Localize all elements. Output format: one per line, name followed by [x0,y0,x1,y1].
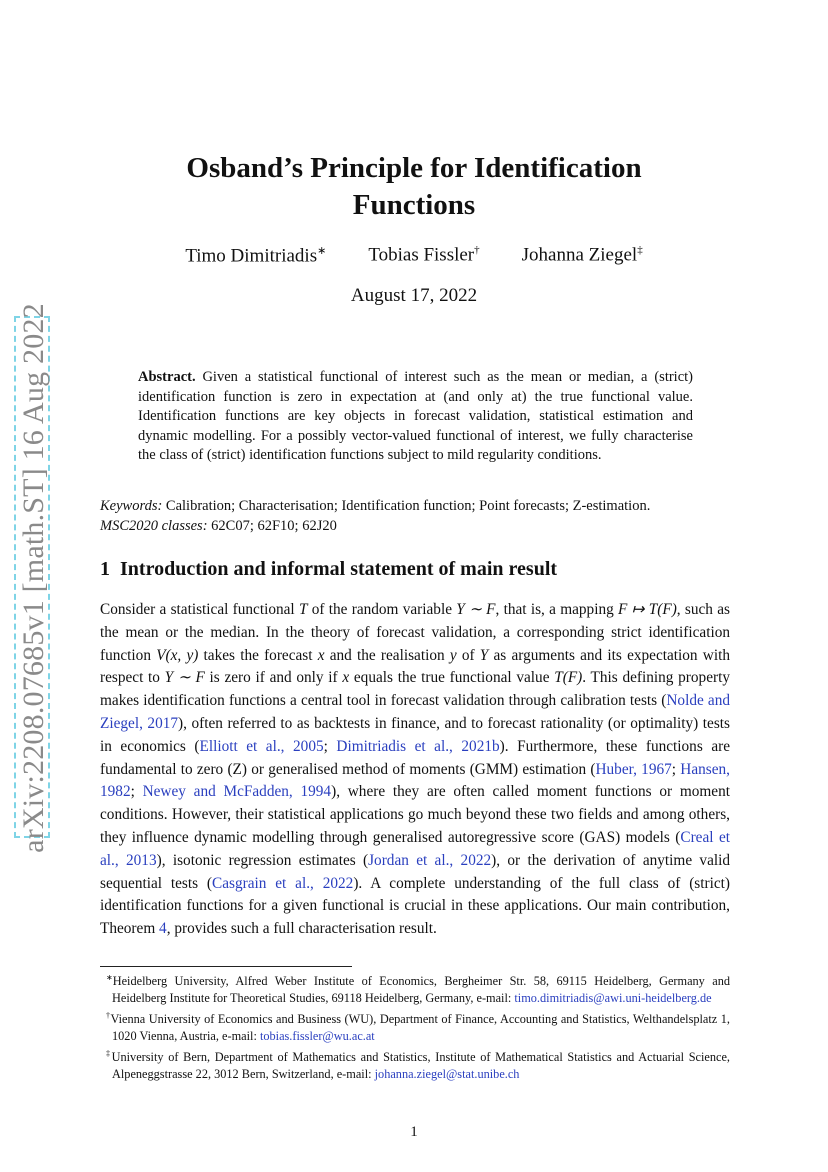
body-text-run: ). A complete understanding of the full class of (strict) identification functions for a given functional is crucial in these applications. Our main contribution, Theorem [100,874,730,938]
footnote [100,1008,730,1044]
math-inline: Y [479,646,489,664]
body-text-run: of the random variable [307,601,457,618]
author [185,244,326,267]
keywords-line [100,497,732,517]
author-name: Tobias Fissler [368,244,475,266]
citation-link[interactable]: Elliott et al., 2005 [199,737,324,755]
author-name: Timo Dimitriadis [185,245,318,267]
body-text-run: is zero if and only if [204,669,343,687]
footnote [100,1046,730,1082]
intro-paragraph [100,599,730,941]
paper-title [100,150,728,224]
body-text-run: ). Furthermore, these functions are fundamental to zero (Z) or generalised method of moments (GMM) estimation ( [100,737,730,778]
footnote-mark: ∗ [106,973,113,982]
section-heading [100,558,557,581]
author [368,244,479,267]
arxiv-stamp-text[interactable]: arXiv:2208.07685v1 [math.ST] 16 Aug 2022 [17,303,51,853]
keywords-block [100,497,732,536]
citation-link[interactable]: Jordan et al., 2022 [368,851,492,869]
abstract-label: Abstract. [138,369,196,385]
math-inline: Y ∼ F [164,669,205,687]
math-inline: y [449,646,457,664]
email-link[interactable]: tobias.fissler@wu.ac.at [259,1028,375,1043]
footnote [100,970,730,1006]
math-inline: x [317,646,325,664]
footnote-mark: † [106,1011,111,1021]
citation-link[interactable]: Huber, 1967 [595,760,672,778]
author-name: Johanna Ziegel [521,244,638,266]
keywords-text: Calibration; Characterisation; Identification function; Point forecasts; Z-estimation. [165,498,651,514]
citation-link[interactable]: Newey and McFadden, 1994 [142,783,332,801]
msc-line [100,517,732,537]
body-text-run: , that is, a mapping [495,601,619,618]
body-text-run: Consider a statistical functional [100,601,299,618]
keywords-label: Keywords: [100,498,163,514]
citation-link[interactable]: Nolde and Ziegel, 2017 [100,692,730,732]
citation-link[interactable]: Hansen, 1982 [100,760,730,801]
citation-link[interactable]: Casgrain et al., 2022 [212,874,354,892]
abstract [138,368,693,466]
math-inline: x [342,669,350,687]
title-line-2: Functions [352,189,476,221]
body-text-run: ; [323,737,337,755]
body-text-run: ; [130,783,143,801]
page-number: 1 [410,1124,418,1140]
math-inline: T [298,601,308,618]
body-text-run: , provides such a full characterisation result. [166,920,437,938]
footnotes [100,970,730,1084]
body-text-run: . This defining property makes identification functions a central tool in forecast validation through calibration tests ( [100,669,730,710]
title-line-1: Osband’s Principle for Identification [186,152,642,184]
body-text-run: of [456,646,480,664]
citation-link[interactable]: Creal et al., 2013 [100,828,730,869]
body-text-run: , such as the mean or the median. In the theory of forecast validation, a corresponding strict identification function [100,601,730,664]
body-text-run: and the realisation [324,646,450,664]
body-text-run: ), isotonic regression estimates ( [156,851,369,869]
footnote-text: Heidelberg University, Alfred Weber Institute of Economics, Bergheimer Str. 58, 69115 Heidelberg, Germany and Heidelberg Institute for Theoretical Studies, 69118 Heidelberg, Germany, e-mail: [112,974,730,1005]
body-text-run: ), or the derivation of anytime valid sequential tests ( [100,851,731,892]
author-footnote-mark[interactable]: ‡ [637,244,643,256]
body-text-run: as arguments and its expectation with respect to [100,646,730,687]
body-text-run: takes the forecast [198,646,318,664]
math-inline: V(x, y) [156,646,199,664]
body-text-run: ), where they are often called moment functions or moment conditions. However, their statistical applications go much beyond these two fields and among others, they influence dynamic modelling through generalised autoregressive score (GAS) models ( [100,783,730,846]
citation-link[interactable]: Dimitriadis et al., 2021b [336,737,500,755]
math-inline: T(F) [554,669,583,687]
arxiv-stamp[interactable] [14,303,54,853]
author [522,244,643,267]
msc-label: MSC2020 classes: [100,517,208,534]
email-link[interactable]: timo.dimitriadis@awi.uni-heidelberg.de [514,990,712,1005]
footnote-divider [100,966,352,967]
math-inline: Y ∼ F [456,601,496,618]
author-list [100,244,728,267]
section-number: 1 [100,558,110,580]
abstract-text: Given a statistical functional of interest such as the mean or median, a (strict) identification function is zero in expectation at (and only at) the true functional value. Identification functions are key objects in forecast validation, statistical estimation and dynamic modelling. For a possibly vector-valued functional of interest, we fully characterise the class of (strict) identification functions subject to mild regularity conditions. [138,369,694,463]
author-footnote-mark[interactable]: † [474,244,480,256]
body-text-run: ), often referred to as backtests in finance, and to forecast rationality (or optimality) tests in economics ( [100,714,730,755]
math-inline: F ↦ T(F) [618,601,677,618]
section-title: Introduction and informal statement of main result [120,558,558,580]
footnote-mark: ‡ [106,1049,112,1059]
paper-date: August 17, 2022 [350,285,478,306]
msc-text: 62C07; 62F10; 62J20 [211,517,337,534]
author-footnote-mark[interactable]: ∗ [317,245,327,257]
email-link[interactable]: johanna.ziegel@stat.unibe.ch [374,1066,520,1081]
footnote-text: Vienna University of Economics and Business (WU), Department of Finance, Accounting and Statistics, Welthandelsplatz 1, 1020 Vienna, Austria, e-mail: [110,1012,730,1043]
body-text-run: ; [671,760,681,778]
theorem-link[interactable]: 4 [159,920,167,938]
body-text-run: equals the true functional value [349,669,555,687]
footnote-text: University of Bern, Department of Mathematics and Statistics, Institute of Mathematical Statistics and Actuarial Science, Alpeneggstrasse 22, 3012 Bern, Switzerland, e-mail: [111,1050,730,1081]
